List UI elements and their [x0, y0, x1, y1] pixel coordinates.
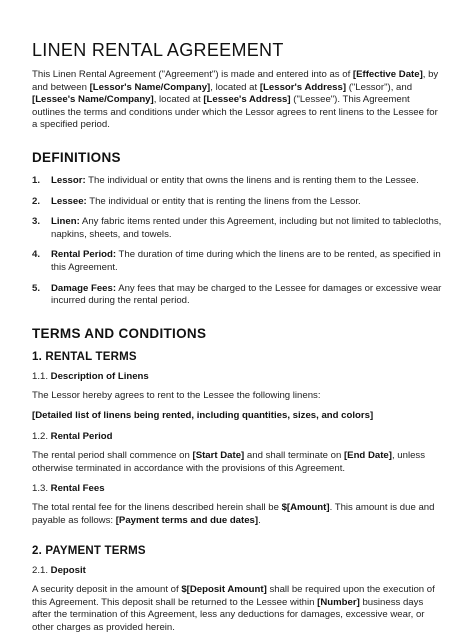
payment-terms-placeholder: [Payment terms and due dates] — [115, 514, 259, 526]
intro-paragraph: This Linen Rental Agreement ("Agreement") is made and entered into as of [Effective Date], by and between [Lessor's Name/Company], located at [Lessor's Address] ("Lessor"), and [Lessee's Name/Company], located at [Lessee's Address] ("Lessee"). This Agreement outlines the terms and conditions under which the Lessor agrees to rent linens to the Lessee for a specified period. — [32, 69, 439, 131]
definitions-heading: DEFINITIONS — [32, 149, 121, 165]
definition-item: 2. Lessee: The individual or entity that is renting the linens from the Lessor. — [32, 195, 361, 207]
deposit-amount-placeholder: $[Deposit Amount] — [181, 584, 267, 596]
start-date-placeholder: [Start Date] — [192, 449, 245, 461]
section-1-2-text: The rental period shall commence on [Start Date] and shall terminate on [End Date], unless otherwise terminated in accordance with the provisions of this Agreement. — [32, 449, 426, 474]
definition-item: 5. Damage Fees: Any fees that may be charged to the Lessee for damages or excessive wear incurred during the rental period. — [32, 282, 442, 307]
section-1-3-heading: 1.3. Rental Fees — [32, 483, 105, 495]
document-title: LINEN RENTAL AGREEMENT — [32, 40, 284, 60]
section-1-1-text: The Lessor hereby agrees to rent to the Lessee the following linens: — [32, 389, 321, 401]
terms-heading: TERMS AND CONDITIONS — [32, 325, 207, 341]
definitions-list — [32, 175, 442, 308]
payment-terms-heading: 2. PAYMENT TERMS — [32, 545, 146, 558]
lessor-name-placeholder: [Lessor's Name/Company] — [89, 81, 211, 93]
amount-placeholder: $[Amount] — [281, 502, 330, 514]
section-2-1-heading: 2.1. Deposit — [32, 565, 86, 577]
rental-terms-heading: 1. RENTAL TERMS — [32, 350, 137, 363]
definition-item: 4. Rental Period: The duration of time during which the linens are to be rented, as specified in this Agreement. — [32, 249, 441, 273]
section-1-1-heading: 1.1. Description of Linens — [32, 370, 149, 382]
definition-item: 1. Lessor: The individual or entity that owns the linens and is renting them to the Lessee. — [32, 174, 419, 186]
lessee-address-placeholder: [Lessee's Address] — [203, 94, 291, 106]
linens-list-placeholder: [Detailed list of linens being rented, including quantities, sizes, and colors] — [32, 410, 374, 422]
lessor-address-placeholder: [Lessor's Address] — [259, 81, 347, 93]
number-placeholder: [Number] — [317, 596, 360, 608]
section-1-3-text: The total rental fee for the linens described herein shall be $[Amount]. This amount is due and payable as follows: [Payment terms and due dates]. — [32, 502, 435, 526]
end-date-placeholder: [End Date] — [343, 449, 392, 461]
section-1-2-heading: 1.2. Rental Period — [32, 430, 113, 442]
effective-date-placeholder: [Effective Date] — [352, 69, 423, 80]
lessee-name-placeholder: [Lessee's Name/Company] — [32, 94, 154, 106]
section-2-1-text: A security deposit in the amount of $[Deposit Amount] shall be required upon the execution of this Agreement. This deposit shall be returned to the Lessee within [Number] business days after the termination of this Agreement, less any deductions for damages, excessive wear, or other charges as provided herein. — [32, 584, 435, 634]
definition-item: 3. Linen: Any fabric items rented under this Agreement, including but not limited to tablecloths, napkins, sheets, and towels. — [32, 216, 442, 240]
